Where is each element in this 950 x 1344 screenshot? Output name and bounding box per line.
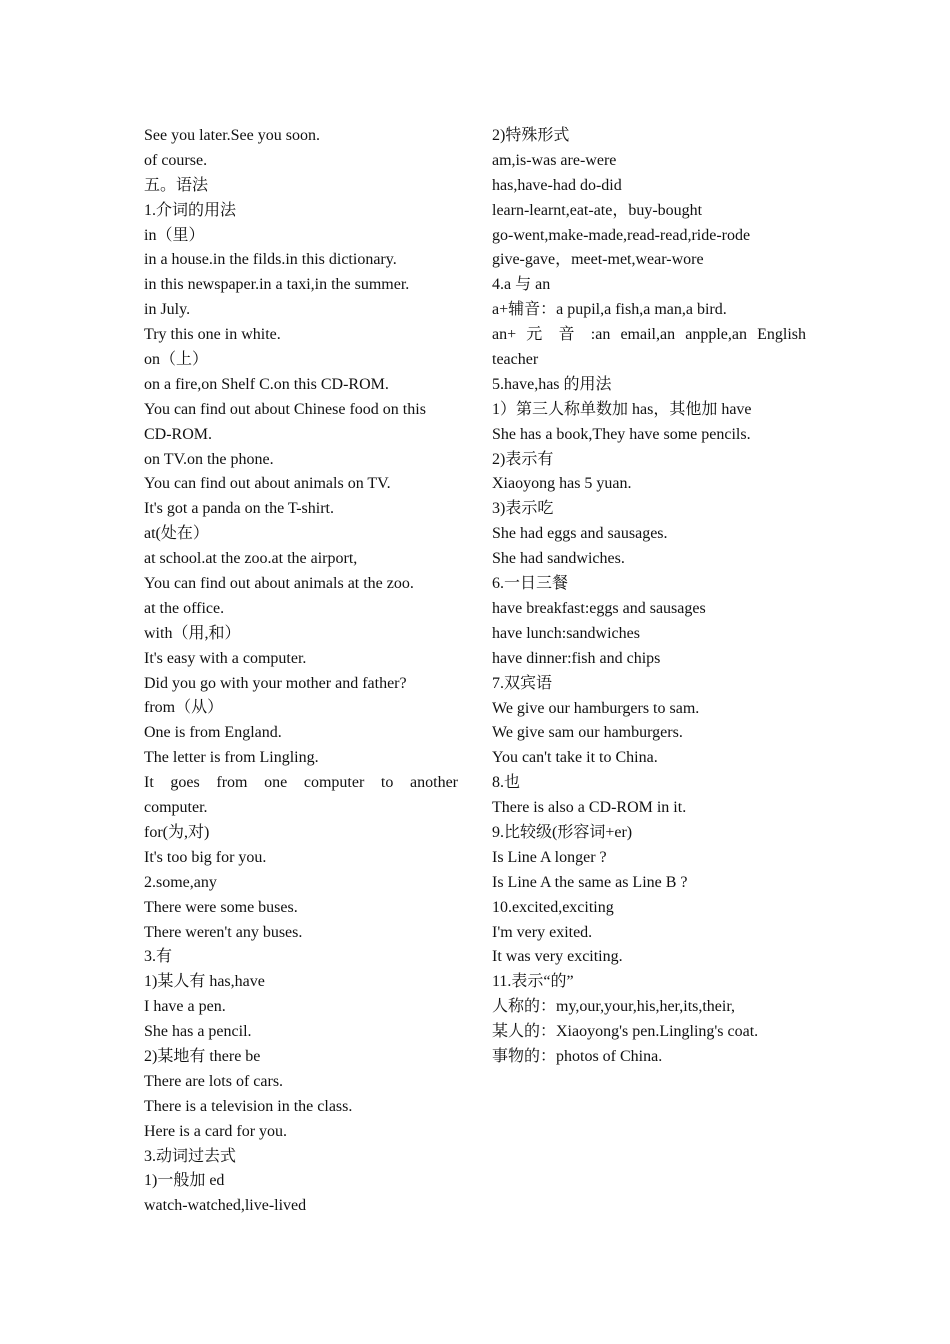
text-line: 5.have,has 的用法 bbox=[492, 375, 612, 393]
text-line: computer. bbox=[144, 799, 208, 817]
text-line: for(为,对) bbox=[144, 823, 210, 841]
text-line: There weren't any buses. bbox=[144, 923, 303, 941]
text-line: 事物的：photos of China. bbox=[492, 1047, 663, 1065]
text-line: 2)特殊形式 bbox=[492, 127, 570, 144]
text-line: give-gave，meet-met,wear-wore bbox=[492, 251, 704, 269]
text-line: I'm very exited. bbox=[492, 923, 593, 941]
text-line: on a fire,on Shelf C.on this CD-ROM. bbox=[144, 375, 389, 393]
text-line: 3.有 bbox=[144, 948, 173, 966]
text-line: 某人的：Xiaoyong's pen.Lingling's coat. bbox=[492, 1023, 759, 1041]
text-line: 8.也 bbox=[492, 774, 521, 792]
text-line: 2.some,any bbox=[144, 873, 217, 891]
text-line: in（里） bbox=[144, 226, 205, 244]
text-line: It was very exciting. bbox=[492, 948, 623, 966]
text-line: in July. bbox=[144, 301, 191, 319]
text-line: at the office. bbox=[144, 599, 225, 617]
text-line: The letter is from Lingling. bbox=[144, 749, 319, 767]
right-column bbox=[492, 124, 806, 1070]
text-line: have breakfast:eggs and sausages bbox=[492, 599, 706, 617]
text-line: Here is a card for you. bbox=[144, 1122, 288, 1140]
text-line: learn-learnt,eat-ate，buy-bought bbox=[492, 201, 703, 219]
text-line: 2)某地有 there be bbox=[144, 1047, 261, 1065]
text-line: One is from England. bbox=[144, 724, 282, 742]
left-column bbox=[144, 124, 458, 1219]
text-line: See you later.See you soon. bbox=[144, 127, 320, 144]
text-line: Is Line A the same as Line B ? bbox=[492, 873, 688, 891]
text-line: Xiaoyong has 5 yuan. bbox=[492, 475, 632, 493]
text-line: watch-watched,live-lived bbox=[144, 1197, 307, 1215]
text-line: You can find out about Chinese food on this bbox=[144, 400, 426, 418]
text-line: am,is-was are-were bbox=[492, 151, 617, 169]
text-line: You can find out about animals on TV. bbox=[144, 475, 391, 493]
text-line: of course. bbox=[144, 151, 208, 169]
text-line: 1）第三人称单数加 has，其他加 have bbox=[492, 400, 752, 418]
text-line: with（用,和） bbox=[144, 624, 241, 642]
text-line: 11.表示“的” bbox=[492, 973, 574, 991]
text-line: She had sandwiches. bbox=[492, 550, 625, 568]
text-line: You can't take it to China. bbox=[492, 749, 658, 767]
text-line: 7.双宾语 bbox=[492, 674, 553, 692]
text-line: 人称的：my,our,your,his,her,its,their, bbox=[492, 998, 736, 1016]
text-line: 1.介词的用法 bbox=[144, 201, 237, 219]
text-line: at school.at the zoo.at the airport, bbox=[144, 550, 358, 568]
text-line: Did you go with your mother and father? bbox=[144, 674, 407, 692]
text-line: She has a pencil. bbox=[144, 1023, 252, 1041]
text-line: There is a television in the class. bbox=[144, 1097, 353, 1115]
text-line: She had eggs and sausages. bbox=[492, 525, 668, 543]
text-line: 9.比较级(形容词+er) bbox=[492, 823, 633, 841]
text-line: It's too big for you. bbox=[144, 848, 267, 866]
text-line: teacher bbox=[492, 351, 539, 369]
text-line: We give our hamburgers to sam. bbox=[492, 699, 700, 717]
text-line: in this newspaper.in a taxi,in the summer. bbox=[144, 276, 410, 294]
text-line: It's easy with a computer. bbox=[144, 649, 307, 667]
text-line: Is Line A longer ? bbox=[492, 848, 607, 866]
text-line: 4.a 与 an bbox=[492, 276, 551, 294]
text-line: 3)表示吃 bbox=[492, 500, 554, 518]
text-line: There were some buses. bbox=[144, 898, 298, 916]
text-line: 3.动词过去式 bbox=[144, 1147, 237, 1165]
text-line: has,have-had do-did bbox=[492, 176, 622, 194]
text-line: on TV.on the phone. bbox=[144, 450, 274, 468]
text-line: 2)表示有 bbox=[492, 450, 554, 468]
text-line: at(处在） bbox=[144, 525, 209, 543]
text-line: on（上） bbox=[144, 351, 209, 369]
text-line: 6.一日三餐 bbox=[492, 575, 569, 593]
text-line: 1)一般加 ed bbox=[144, 1172, 225, 1190]
text-line: have dinner:fish and chips bbox=[492, 649, 661, 667]
text-line: There are lots of cars. bbox=[144, 1072, 284, 1090]
text-line: We give sam our hamburgers. bbox=[492, 724, 683, 742]
text-line: It's got a panda on the T-shirt. bbox=[144, 500, 334, 518]
text-line: There is also a CD-ROM in it. bbox=[492, 799, 687, 817]
text-line: an+ 元 音 :an email,an anpple,an English bbox=[492, 326, 806, 344]
text-line: Try this one in white. bbox=[144, 326, 281, 344]
text-line: in a house.in the filds.in this dictionary. bbox=[144, 251, 397, 269]
text-line: 10.excited,exciting bbox=[492, 898, 614, 916]
text-line: have lunch:sandwiches bbox=[492, 624, 640, 642]
text-line: You can find out about animals at the zoo. bbox=[144, 575, 414, 593]
text-line: She has a book,They have some pencils. bbox=[492, 425, 751, 443]
text-line: a+辅音：a pupil,a fish,a man,a bird. bbox=[492, 301, 727, 319]
text-line: go-went,make-made,read-read,ride-rode bbox=[492, 226, 751, 244]
text-line: 1)某人有 has,have bbox=[144, 973, 265, 991]
text-line: from（从） bbox=[144, 699, 224, 717]
text-line: 五。语法 bbox=[144, 176, 209, 194]
text-line: CD-ROM. bbox=[144, 425, 213, 443]
text-line: I have a pen. bbox=[144, 998, 226, 1016]
text-line: It goes from one computer to another bbox=[144, 774, 458, 792]
